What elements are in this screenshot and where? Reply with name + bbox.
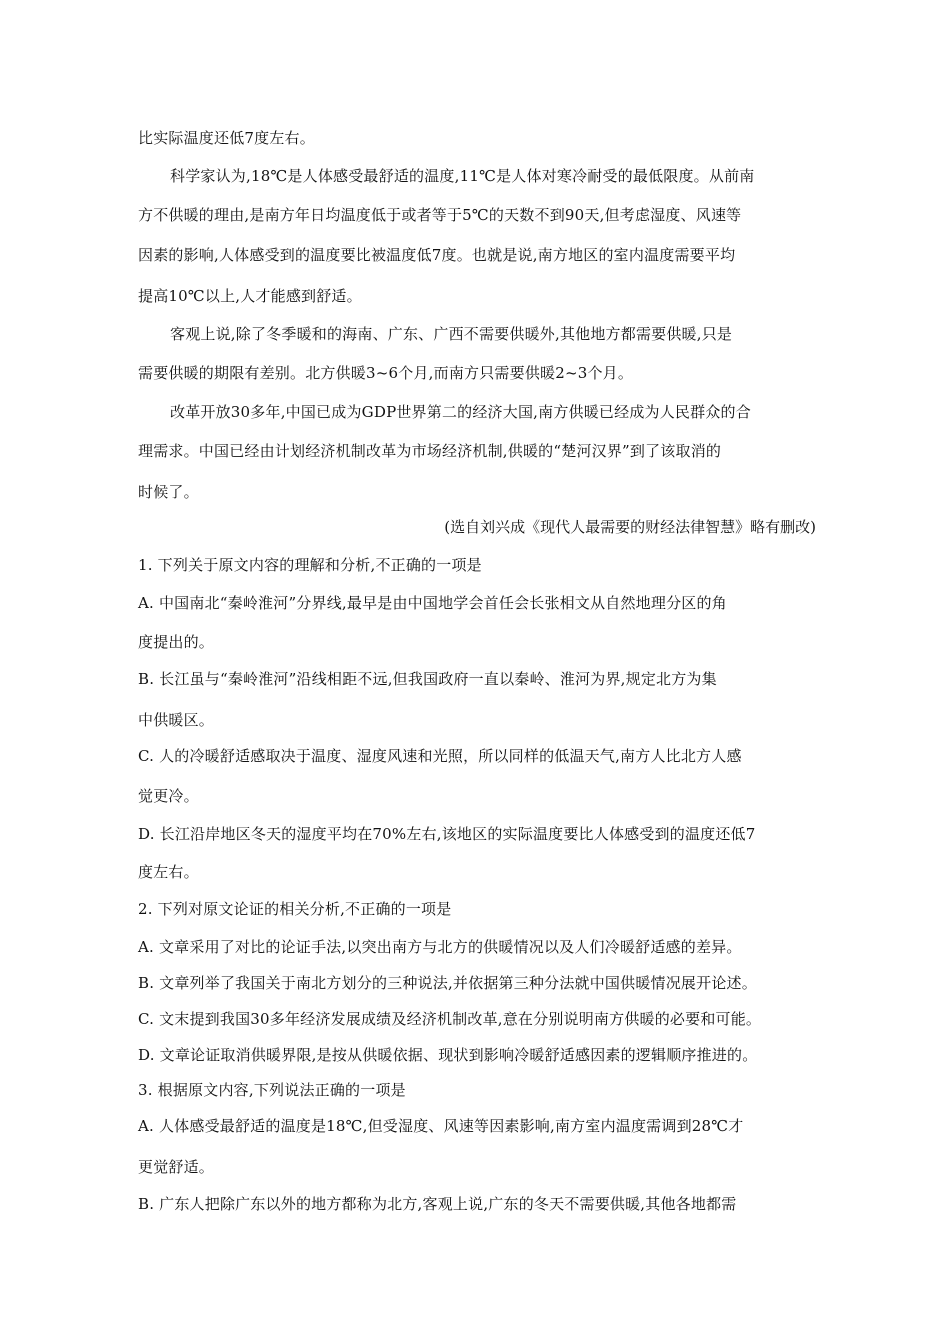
question-1-stem: 1. 下列关于原文内容的理解和分析,不正确的一项是: [138, 556, 482, 574]
question-1-option-c-cont: 觉更冷。: [138, 787, 199, 805]
question-1-option-b: B. 长江虽与“秦岭淮河”沿线相距不远,但我国政府一直以秦岭、淮河为界,规定北方为集: [138, 670, 717, 688]
question-1-option-d: D. 长江沿岸地区冬天的湿度平均在70%左右,该地区的实际温度要比人体感受到的温度还低7: [138, 825, 756, 843]
question-2-option-c: C. 文末提到我国30多年经济发展成绩及经济机制改革,意在分别说明南方供暖的必要和可能。: [138, 1010, 762, 1028]
passage-line: 因素的影响,人体感受到的温度要比被温度低7度。也就是说,南方地区的室内温度需要平均: [138, 246, 736, 264]
question-1-option-d-cont: 度左右。: [138, 863, 199, 881]
passage-line: 客观上说,除了冬季暖和的海南、广东、广西不需要供暖外,其他地方都需要供暖,只是: [170, 325, 733, 343]
question-2-option-d: D. 文章论证取消供暖界限,是按从供暖依据、现状到影响冷暖舒适感因素的逻辑顺序推进的。: [138, 1046, 758, 1064]
passage-line: 时候了。: [138, 483, 199, 501]
passage-line: 比实际温度还低7度左右。: [138, 129, 315, 147]
question-2-option-b: B. 文章列举了我国关于南北方划分的三种说法,并依据第三种分法就中国供暖情况展开论述。: [138, 974, 757, 992]
question-3-option-a: A. 人体感受最舒适的温度是18℃,但受湿度、风速等因素影响,南方室内温度需调到28℃才: [138, 1117, 744, 1135]
question-1-option-a-cont: 度提出的。: [138, 633, 215, 651]
question-2-option-a: A. 文章采用了对比的论证手法,以突出南方与北方的供暖情况以及人们冷暖舒适感的差异。: [138, 938, 742, 956]
passage-line: 提高10℃以上,人才能感到舒适。: [138, 287, 362, 305]
passage-line: 需要供暖的期限有差别。北方供暖3~6个月,而南方只需要供暖2~3个月。: [138, 364, 634, 382]
passage-line: 方不供暖的理由,是南方年日均温度低于或者等于5℃的天数不到90天,但考虑湿度、风速等: [138, 206, 742, 224]
question-3-option-b: B. 广东人把除广东以外的地方都称为北方,客观上说,广东的冬天不需要供暖,其他各地都需: [138, 1195, 737, 1213]
question-3-option-a-cont: 更觉舒适。: [138, 1158, 215, 1176]
question-2-stem: 2. 下列对原文论证的相关分析,不正确的一项是: [138, 900, 452, 918]
passage-line: 科学家认为,18℃是人体感受最舒适的温度,11℃是人体对寒冷耐受的最低限度。从前南: [170, 167, 755, 185]
passage-source: (选自刘兴成《现代人最需要的财经法律智慧》略有删改): [444, 518, 816, 536]
passage-line: 改革开放30多年,中国已成为GDP世界第二的经济大国,南方供暖已经成为人民群众的合: [170, 403, 751, 421]
question-1-option-c: C. 人的冷暖舒适感取决于温度、湿度风速和光照，所以同样的低温天气,南方人比北方人感: [138, 747, 742, 765]
passage-line: 理需求。中国已经由计划经济机制改革为市场经济机制,供暖的“楚河汉界”到了该取消的: [138, 442, 722, 460]
question-1-option-b-cont: 中供暖区。: [138, 711, 215, 729]
question-3-stem: 3. 根据原文内容,下列说法正确的一项是: [138, 1081, 406, 1099]
question-1-option-a: A. 中国南北“秦岭淮河”分界线,最早是由中国地学会首任会长张相文从自然地理分区的角: [138, 594, 727, 612]
